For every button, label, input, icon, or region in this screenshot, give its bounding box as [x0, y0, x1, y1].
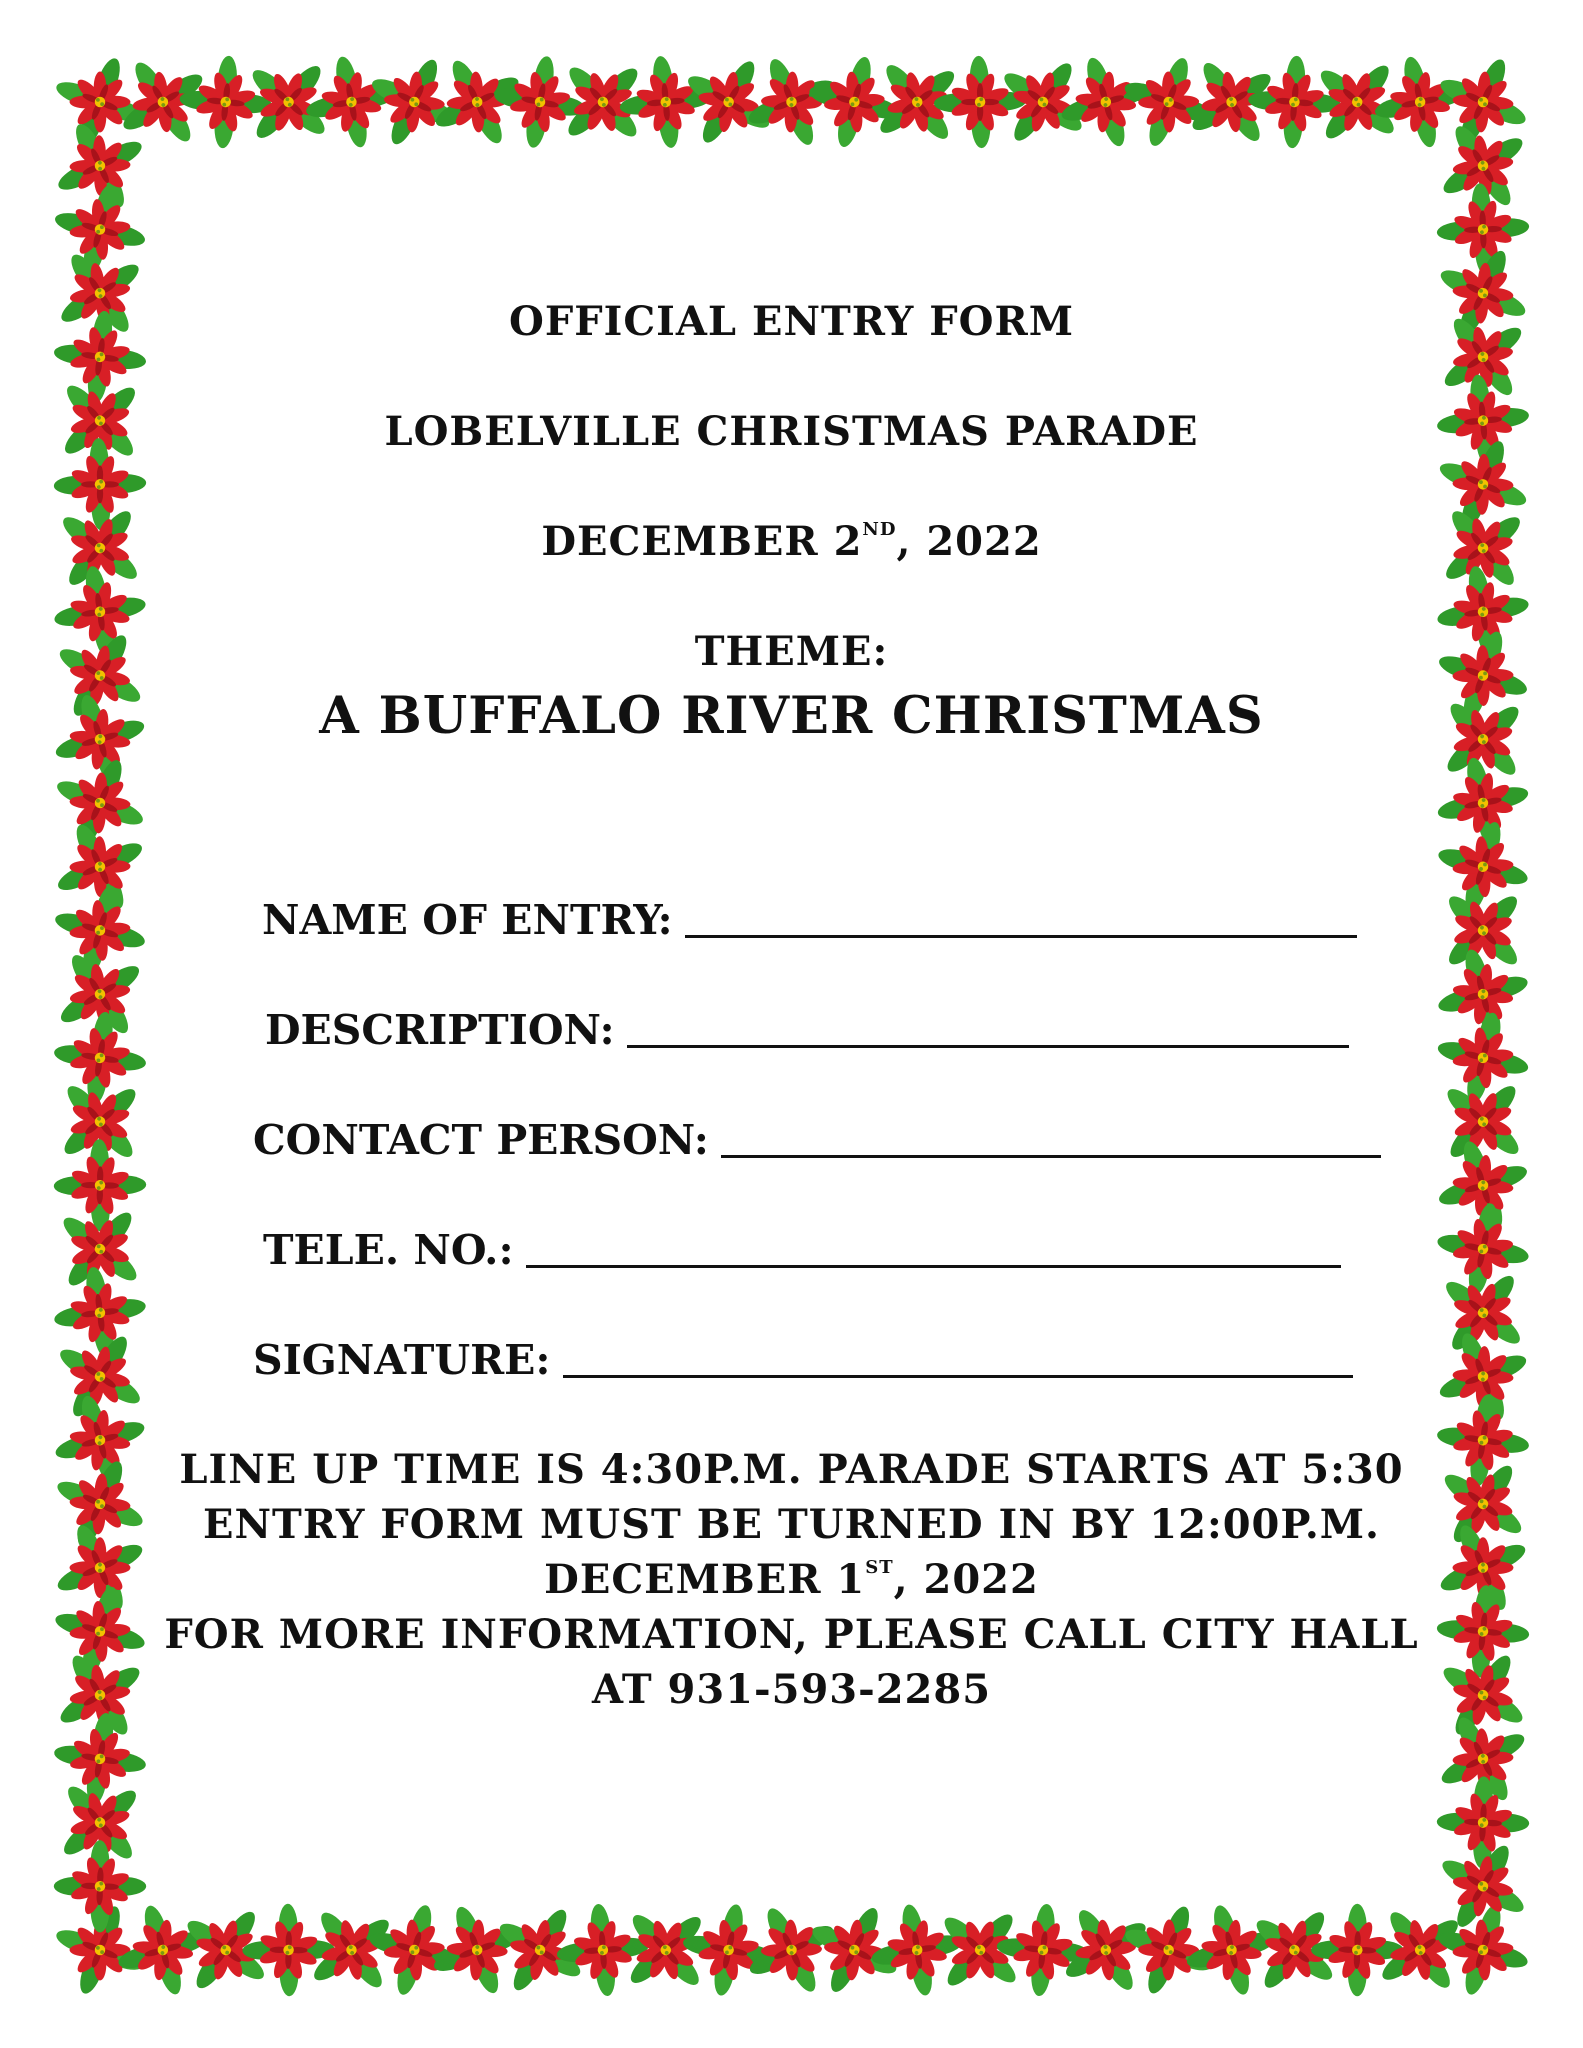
signature-label: SIGNATURE: — [253, 1336, 551, 1384]
telephone-label: TELE. NO.: — [263, 1226, 514, 1274]
event-name: LOBELVILLE CHRISTMAS PARADE — [384, 408, 1199, 455]
deadline-date — [0, 1552, 1583, 1607]
lineup-time-note: LINE UP TIME IS 4:30P.M. PARADE STARTS AT 5:30 — [179, 1446, 1404, 1493]
description-line[interactable] — [627, 1035, 1349, 1048]
event-date-text: DECEMBER 2 — [541, 518, 863, 565]
event-date — [0, 518, 1583, 565]
form-title: OFFICIAL ENTRY FORM — [508, 298, 1075, 345]
contact-person-label: CONTACT PERSON: — [253, 1116, 709, 1164]
description-field[interactable] — [265, 1006, 1349, 1054]
signature-line[interactable] — [563, 1365, 1353, 1378]
description-label: DESCRIPTION: — [265, 1006, 615, 1054]
event-date-suffix: ND — [862, 519, 897, 541]
contact-person-field[interactable] — [253, 1116, 1381, 1164]
name-of-entry-line[interactable] — [685, 925, 1357, 938]
signature-field[interactable] — [253, 1336, 1353, 1384]
contact-person-line[interactable] — [721, 1145, 1381, 1158]
deadline-date-suffix: ST — [865, 1557, 894, 1579]
name-of-entry-label: NAME OF ENTRY: — [262, 896, 673, 944]
name-of-entry-field[interactable] — [262, 896, 1357, 944]
event-date-year: , 2022 — [896, 518, 1042, 565]
deadline-date-text: DECEMBER 1 — [544, 1556, 866, 1603]
deadline-date-year: , 2022 — [893, 1556, 1039, 1603]
more-info-note: FOR MORE INFORMATION, PLEASE CALL CITY HALL — [164, 1611, 1419, 1658]
form-deadline-note: ENTRY FORM MUST BE TURNED IN BY 12:00P.M. — [203, 1501, 1380, 1548]
notes-block — [0, 1442, 1583, 1717]
theme-label: THEME: — [694, 628, 889, 675]
phone-note: AT 931-593-2285 — [591, 1666, 992, 1713]
telephone-field[interactable] — [263, 1226, 1341, 1274]
telephone-line[interactable] — [526, 1255, 1341, 1268]
theme-title: A BUFFALO RIVER CHRISTMAS — [319, 686, 1264, 746]
